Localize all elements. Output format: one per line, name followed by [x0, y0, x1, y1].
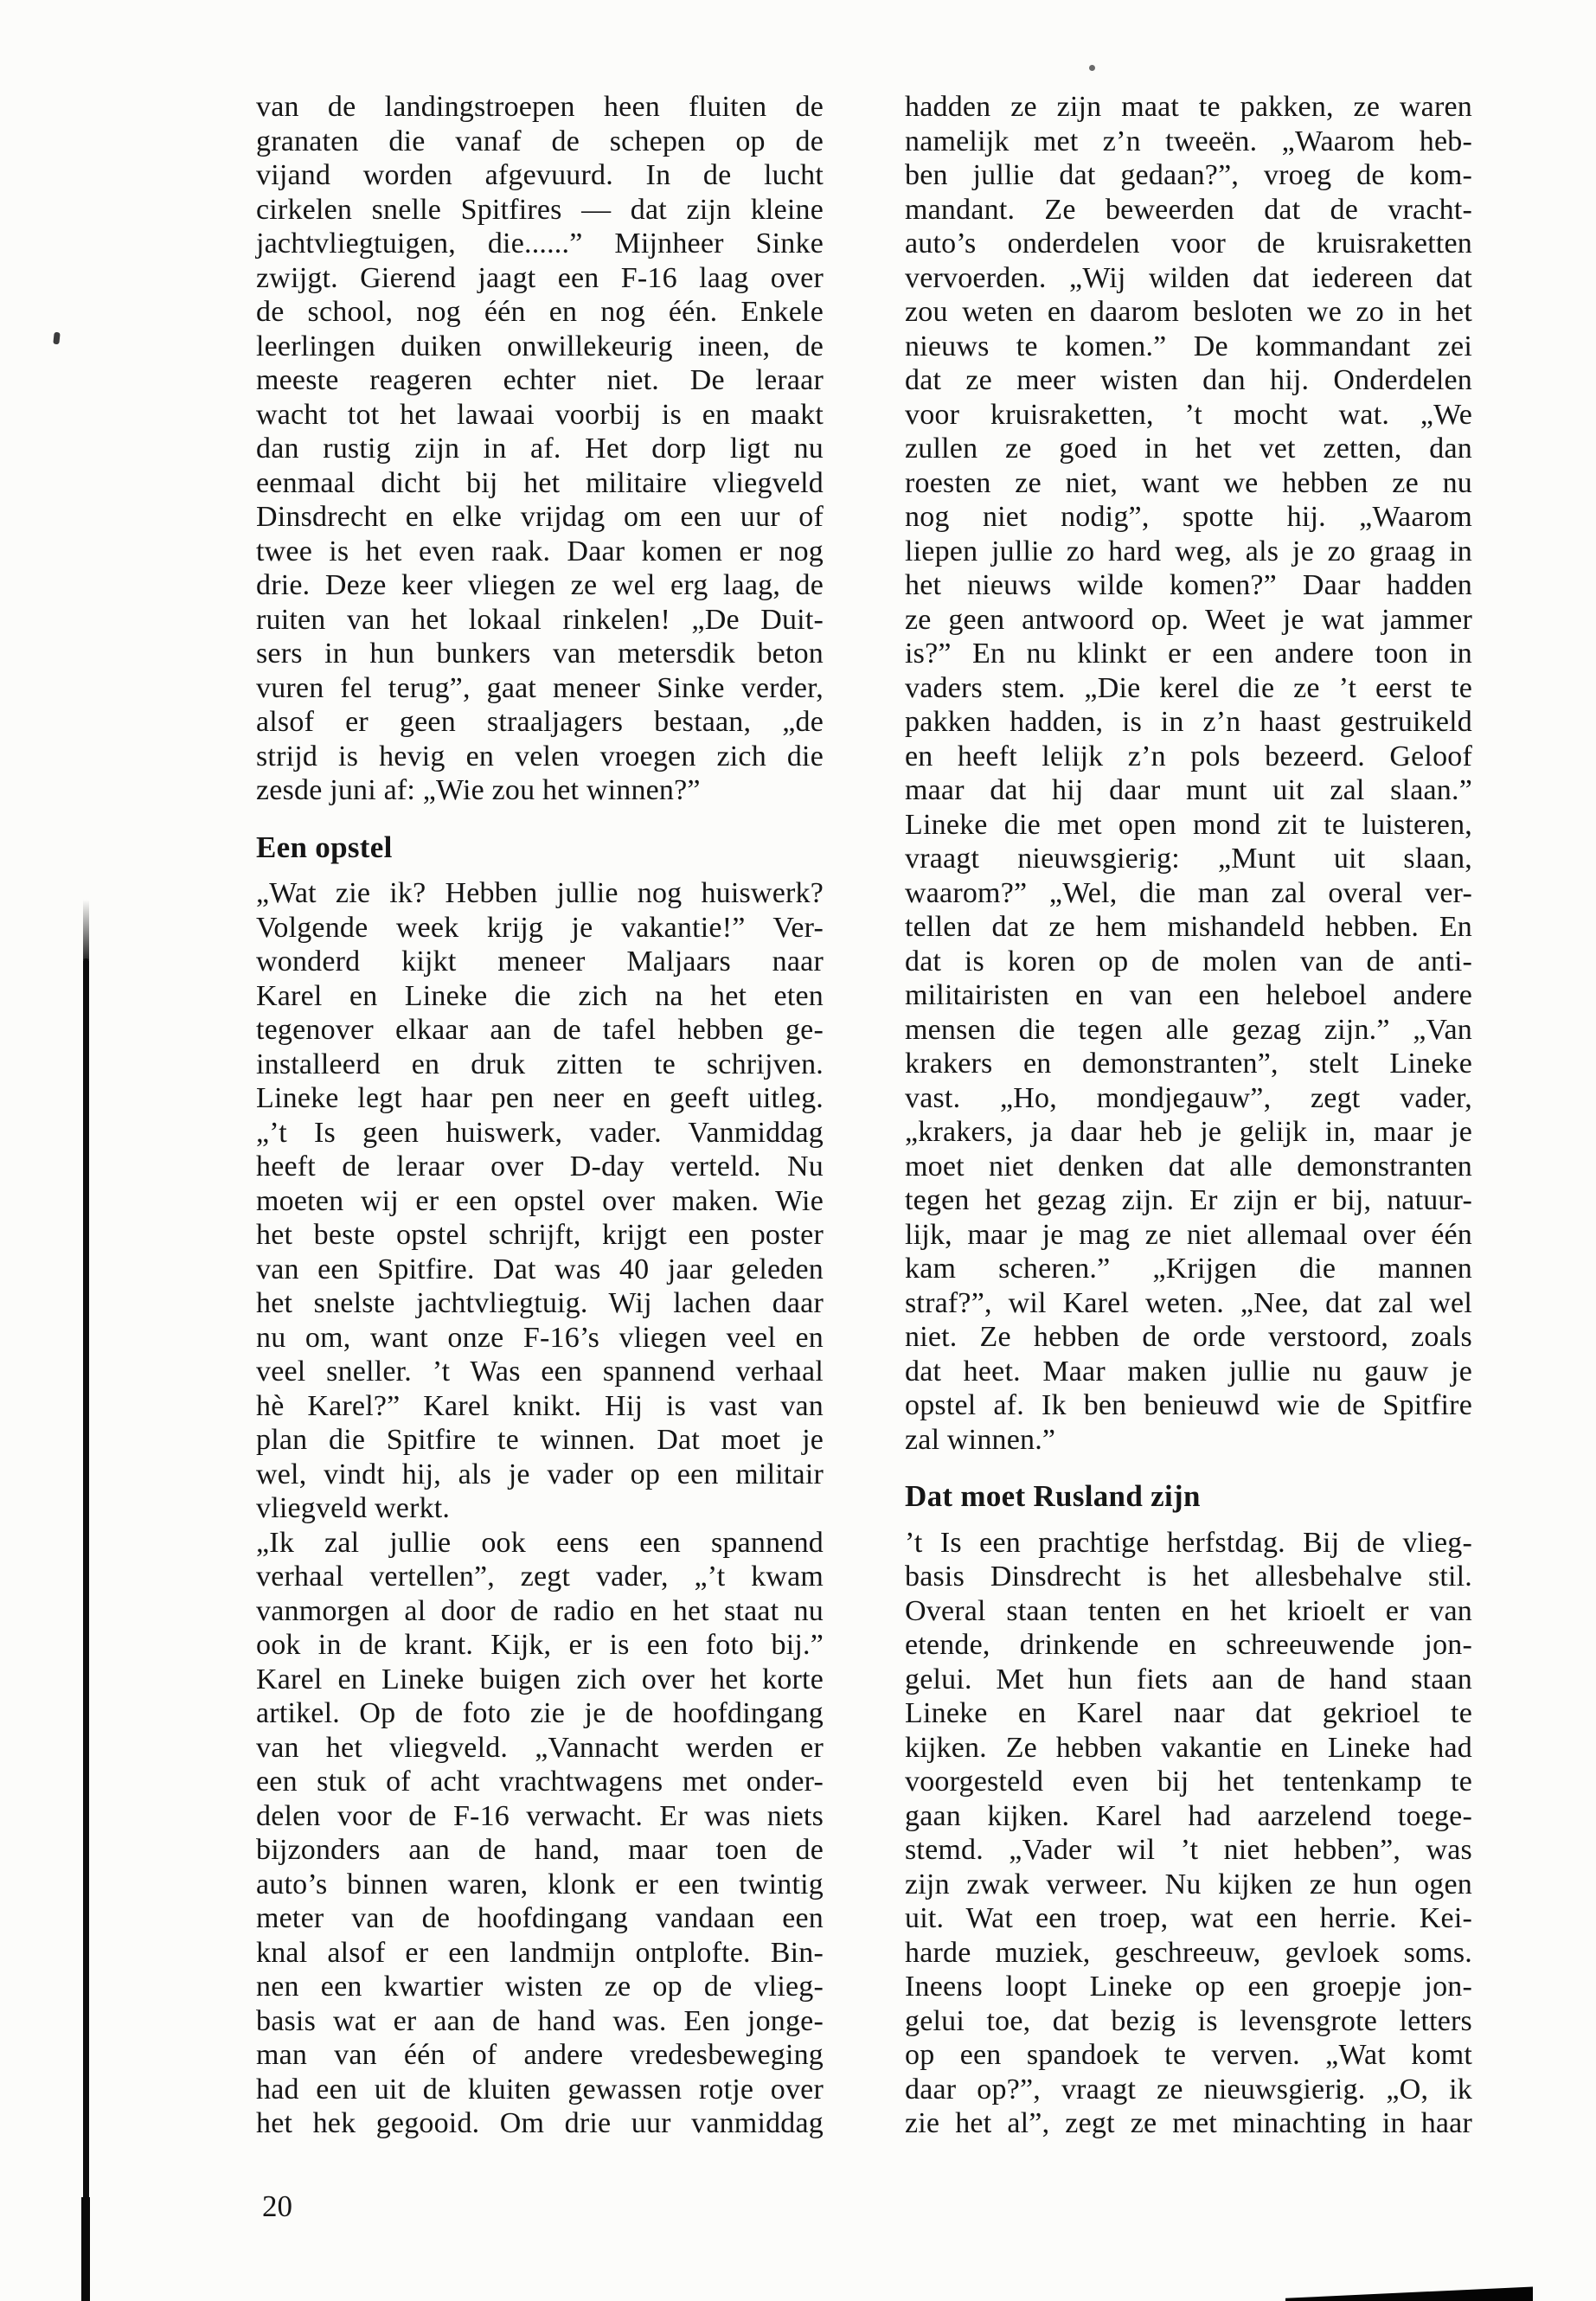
text-line: vliegveld werkt.	[256, 1492, 451, 1524]
text-line: installeerd en druk zitten te schrijven.	[256, 1048, 824, 1080]
text-line: jachtvliegtuigen, die......” Mijnheer Sinke	[256, 228, 824, 260]
text-line: ben jullie dat gedaan?”, vroeg de kom-	[905, 159, 1472, 191]
text-line: vijand worden afgevuurd. In de lucht	[256, 159, 824, 191]
text-line: het snelste jachtvliegtuig. Wij lachen daar	[256, 1287, 824, 1319]
text-line: zullen ze goed in het vet zetten, dan	[905, 433, 1472, 465]
text-line: ’t Is een prachtige herfstdag. Bij de vlieg-	[905, 1526, 1472, 1559]
text-line: Lineke die met open mond zit te luisteren,	[905, 808, 1472, 841]
text-line: meeste reageren echter niet. De leraar	[256, 364, 824, 396]
text-line: „Ik zal jullie ook eens een spannend	[256, 1526, 824, 1559]
paragraph	[256, 1526, 824, 2141]
text-line: wonderd kijkt meneer Maljaars naar	[256, 945, 824, 977]
text-line: wacht tot het lawaai voorbij is en maakt	[256, 398, 824, 431]
text-line: het hek gegooid. Om drie uur vanmiddag	[256, 2107, 824, 2139]
right-text-column	[905, 90, 1472, 2141]
text-line: „’t Is geen huiswerk, vader. Vanmiddag	[256, 1116, 824, 1149]
text-line: wel, vindt hij, als je vader op een militair	[256, 1458, 824, 1490]
text-line: niet. Ze hebben de orde verstoord, zoals	[905, 1321, 1472, 1353]
text-line: roesten ze niet, want we hebben ze nu	[905, 466, 1472, 499]
text-line: meter van de hoofdingang vandaan een	[256, 1902, 824, 1934]
text-line: veel sneller. ’t Was een spannend verhaal	[256, 1356, 824, 1388]
text-line: de school, nog één en nog één. Enkele	[256, 296, 824, 328]
text-line: nog niet nodig”, spotte hij. „Waarom	[905, 501, 1472, 533]
text-line: maar dat hij daar munt uit zal slaan.”	[905, 774, 1472, 806]
text-line: auto’s binnen waren, klonk er een twintig	[256, 1868, 824, 1900]
text-line: dan rustig zijn in af. Het dorp ligt nu	[256, 433, 824, 465]
text-line: voorgesteld even bij het tentenkamp te	[905, 1766, 1472, 1798]
text-line: Dinsdrecht en elke vrijdag om een uur of	[256, 501, 824, 533]
text-line: zijn zwak verweer. Nu kijken ze hun ogen	[905, 1868, 1472, 1900]
text-line: zie het al”, zegt ze met minachting in haar	[905, 2107, 1472, 2139]
text-line: waarom?” „Wel, die man zal overal ver-	[905, 876, 1472, 909]
text-line: dat ze meer wisten dan hij. Onderdelen	[905, 364, 1472, 396]
text-line: cirkelen snelle Spitfires — dat zijn kleine	[256, 193, 824, 226]
text-line: vervoerden. „Wij wilden dat iedereen dat	[905, 261, 1472, 294]
text-line: moeten wij er een opstel over maken. Wie	[256, 1184, 824, 1217]
text-line: kam scheren.” „Krijgen die mannen	[905, 1253, 1472, 1285]
text-line: had een uit de kluiten gewassen rotje over	[256, 2073, 824, 2106]
paragraph	[905, 1526, 1472, 2141]
text-line: het nieuws wilde komen?” Daar hadden	[905, 569, 1472, 601]
text-line: bijzonders aan de hand, maar toen de	[256, 1834, 824, 1866]
paragraph	[905, 90, 1472, 1457]
text-line: plan die Spitfire te winnen. Dat moet je	[256, 1424, 824, 1456]
text-line: van de landingstroepen heen fluiten de	[256, 91, 824, 123]
text-line: mensen die tegen alle gezag zijn.” „Van	[905, 1013, 1472, 1046]
text-line: artikel. Op de foto zie je de hoofdingang	[256, 1697, 824, 1729]
text-line: granaten die vanaf de schepen op de	[256, 125, 824, 157]
text-line: delen voor de F-16 verwacht. Er was niets	[256, 1799, 824, 1832]
text-line: Karel en Lineke buigen zich over het korte	[256, 1663, 824, 1695]
text-line: basis wat er aan de hand was. Een jonge-	[256, 2004, 824, 2037]
text-line: vanmorgen al door de radio en het staat nu	[256, 1594, 824, 1627]
text-line: Lineke en Karel naar dat gekrioel te	[905, 1697, 1472, 1729]
text-line: gaan kijken. Karel had aarzelend toege-	[905, 1799, 1472, 1832]
text-line: gelui toe, dat bezig is levensgrote letters	[905, 2004, 1472, 2037]
text-line: heeft de leraar over D-day verteld. Nu	[256, 1150, 824, 1183]
text-line: ook in de krant. Kijk, er is een foto bij.”	[256, 1629, 824, 1661]
text-line: vast. „Ho, mondjegauw”, zegt vader,	[905, 1081, 1472, 1114]
section-heading: Dat moet Rusland zijn	[905, 1479, 1201, 1513]
text-line: hè Karel?” Karel knikt. Hij is vast van	[256, 1389, 824, 1422]
text-line: Overal staan tenten en het krioelt er van	[905, 1594, 1472, 1627]
text-line: moet niet denken dat alle demonstranten	[905, 1150, 1472, 1183]
text-line: daar op?”, vraagt ze nieuwsgierig. „O, ik	[905, 2073, 1472, 2106]
binding-crease-foot	[81, 2197, 90, 2301]
text-line: zwijgt. Gierend jaagt een F-16 laag over	[256, 261, 824, 294]
text-line: auto’s onderdelen voor de kruisraketten	[905, 228, 1472, 260]
text-line: etende, drinkende en schreeuwende jon-	[905, 1629, 1472, 1661]
text-line: sers in hun bunkers van metersdik beton	[256, 638, 824, 670]
text-line: en heeft lelijk z’n pols bezeerd. Geloof	[905, 740, 1472, 772]
text-line: is?” En nu klinkt er een andere toon in	[905, 638, 1472, 670]
text-line: Volgende week krijg je vakantie!” Ver-	[256, 911, 824, 944]
page-number: 20	[262, 2189, 292, 2223]
text-line: opstel af. Ik ben benieuwd wie de Spitfire	[905, 1389, 1472, 1421]
text-line: eenmaal dicht bij het militaire vliegveld	[256, 466, 824, 499]
text-line: dat is koren op de molen van de anti-	[905, 945, 1472, 977]
text-line: namelijk met z’n tweeën. „Waarom heb-	[905, 125, 1472, 157]
text-line: vraagt nieuwsgierig: „Munt uit slaan,	[905, 843, 1472, 875]
scan-speck	[53, 332, 60, 345]
text-line: mandant. Ze beweerden dat de vracht-	[905, 193, 1472, 226]
text-line: gelui. Met hun fiets aan de hand staan	[905, 1663, 1472, 1695]
text-line: dat heet. Maar maken jullie nu gauw je	[905, 1355, 1472, 1388]
text-line: nu om, want onze F-16’s vliegen veel en	[256, 1321, 824, 1354]
section-heading: Een opstel	[256, 830, 393, 864]
text-line: van het vliegveld. „Vannacht werden er	[256, 1731, 824, 1764]
text-line: militairisten en van een heleboel andere	[905, 979, 1472, 1011]
text-line: kijken. Ze hebben vakantie en Lineke had	[905, 1731, 1472, 1764]
text-line: krakers en demonstranten”, stelt Lineke	[905, 1048, 1472, 1080]
text-line: zou weten en daarom besloten we zo in het	[905, 296, 1472, 328]
text-line: Ineens loopt Lineke op een groepje jon-	[905, 1971, 1472, 2003]
text-line: nieuws te komen.” De kommandant zei	[905, 330, 1472, 362]
text-line: drie. Deze keer vliegen ze wel erg laag, de	[256, 569, 824, 601]
text-line: zesde juni af: „Wie zou het winnen?”	[256, 774, 701, 806]
left-text-column	[256, 90, 824, 2141]
text-line: nen een kwartier wisten ze op de vlieg-	[256, 1971, 824, 2003]
text-line: een stuk of acht vrachtwagens met onder-	[256, 1766, 824, 1798]
text-line: ze geen antwoord op. Weet je wat jammer	[905, 603, 1472, 636]
text-line: liepen jullie zo hard weg, als je zo graag in	[905, 535, 1472, 567]
scan-speck	[1089, 65, 1095, 71]
text-line: het beste opstel schrijft, krijgt een poster	[256, 1219, 824, 1251]
text-line: lijk, maar je mag ze niet allemaal over één	[905, 1218, 1472, 1251]
text-line: alsof er geen straaljagers bestaan, „de	[256, 706, 824, 738]
text-line: stemd. „Vader wil ’t niet hebben”, was	[905, 1834, 1472, 1866]
text-line: tegenover elkaar aan de tafel hebben ge-	[256, 1014, 824, 1046]
text-line: strijd is hevig en velen vroegen zich die	[256, 740, 824, 772]
text-line: tellen dat ze hem mishandeld hebben. En	[905, 911, 1472, 943]
text-line: tegen het gezag zijn. Er zijn er bij, natuur-	[905, 1184, 1472, 1216]
text-line: knal alsof er een landmijn ontplofte. Bin-	[256, 1936, 824, 1969]
text-line: ruiten van het lokaal rinkelen! „De Duit-	[256, 603, 824, 636]
text-line: uit. Wat een troep, wat een herrie. Kei-	[905, 1902, 1472, 1934]
text-line: twee is het even raak. Daar komen er nog	[256, 535, 824, 567]
text-line: zal winnen.”	[905, 1423, 1056, 1456]
binding-crease-fade	[83, 900, 89, 960]
text-line: op een spandoek te verven. „Wat komt	[905, 2039, 1472, 2071]
text-line: Lineke legt haar pen neer en geeft uitleg.	[256, 1082, 824, 1114]
text-line: straf?”, wil Karel weten. „Nee, dat zal wel	[905, 1286, 1472, 1319]
text-line: voor kruisraketten, ’t mocht wat. „We	[905, 398, 1472, 431]
text-line: verhaal vertellen”, zegt vader, „’t kwam	[256, 1561, 824, 1593]
text-line: Karel en Lineke die zich na het eten	[256, 979, 824, 1012]
text-line: vaders stem. „Die kerel die ze ’t eerst te	[905, 671, 1472, 704]
text-line: vuren fel terug”, gaat meneer Sinke verder,	[256, 671, 824, 704]
binding-crease-line	[83, 958, 89, 2301]
text-line: leerlingen duiken onwillekeurig ineen, de	[256, 330, 824, 362]
scan-shadow-wedge	[1285, 2285, 1533, 2301]
text-line: „krakers, ja daar heb je gelijk in, maar je	[905, 1116, 1472, 1148]
text-line: van een Spitfire. Dat was 40 jaar geleden	[256, 1253, 824, 1285]
text-line: harde muziek, geschreeuw, gevloek soms.	[905, 1936, 1472, 1969]
text-line: hadden ze zijn maat te pakken, ze waren	[905, 91, 1472, 123]
text-line: „Wat zie ik? Hebben jullie nog huiswerk?	[256, 877, 824, 909]
paragraph	[256, 876, 824, 1526]
text-line: basis Dinsdrecht is het allesbehalve stil.	[905, 1561, 1472, 1593]
paragraph	[256, 90, 824, 808]
text-line: man van één of andere vredesbeweging	[256, 2039, 824, 2071]
text-line: pakken hadden, is in z’n haast gestruikeld	[905, 706, 1472, 738]
